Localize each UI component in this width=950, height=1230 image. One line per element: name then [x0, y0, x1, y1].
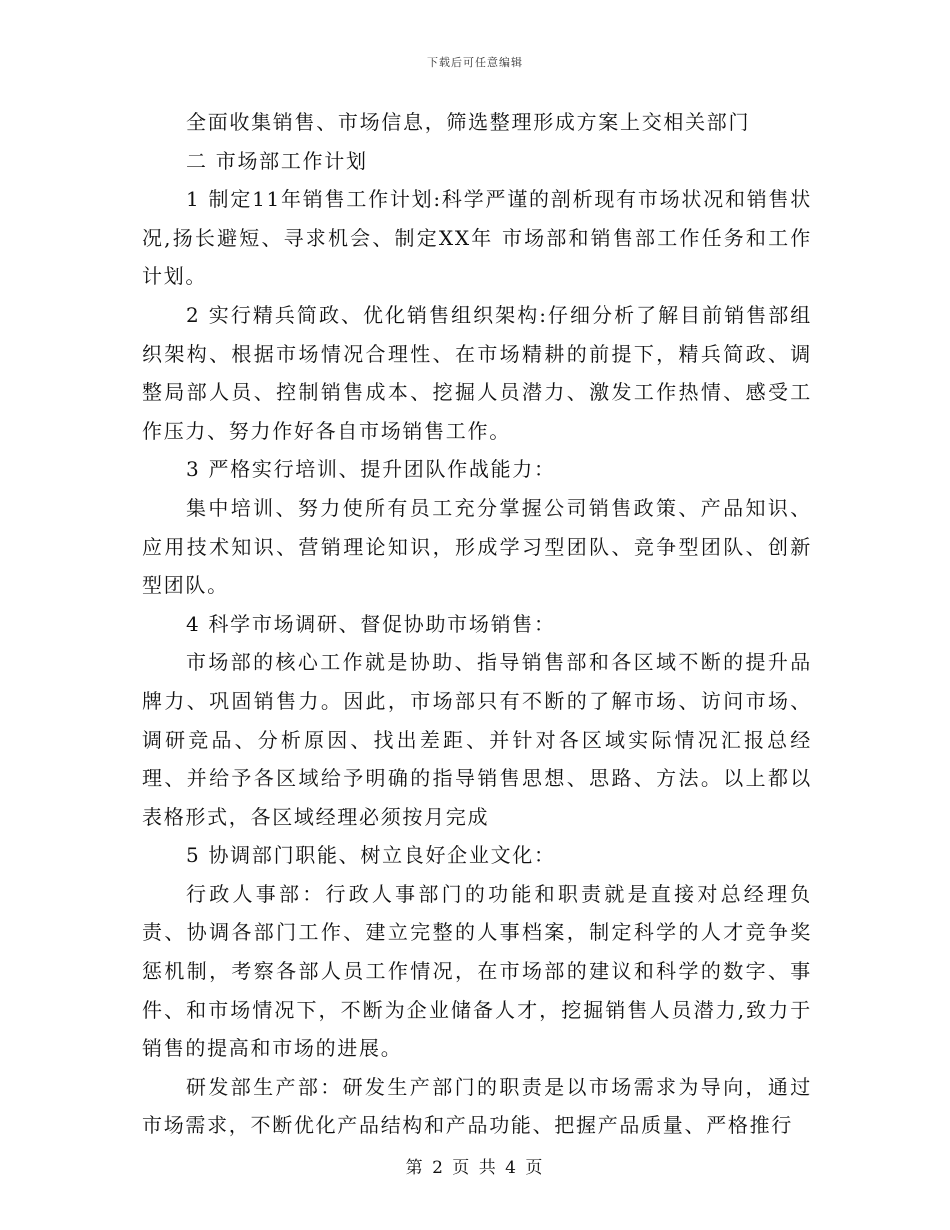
- paragraph: 研发部生产部：研发生产部门的职责是以市场需求为导向，通过市场需求，不断优化产品结构和产品功能、把握产品质量、严格推行: [142, 1074, 812, 1138]
- paragraph: 3 严格实行培训、提升团队作战能力：: [186, 457, 556, 482]
- paragraph: 行政人事部：行政人事部门的功能和职责就是直接对总经理负责、协调各部门工作、建立完整的人事档案，制定科学的人才竞争奖惩机制，考察各部人员工作情况，在市场部的建议和科学的数字、事件、和市场情况下，不断为企业储备人才，挖掘销售人员潜力,致力于销售的提高和市场的进展。: [142, 881, 812, 1061]
- document-body: [142, 103, 812, 1145]
- paragraph: 4 科学市场调研、督促协助市场销售：: [186, 611, 556, 636]
- paragraph: 5 协调部门职能、树立良好企业文化：: [186, 843, 556, 868]
- page-header-note: 下载后可任意编辑: [427, 56, 523, 69]
- section-heading: 二 市场部工作计划: [186, 148, 368, 173]
- paragraph: 市场部的核心工作就是协助、指导销售部和各区域不断的提升品牌力、巩固销售力。因此，市场部只有不断的了解市场、访问市场、调研竞品、分析原因、找出差距、并针对各区域实际情况汇报总经理、并给予各区域给予明确的指导销售思想、思路、方法。以上都以表格形式，各区域经理必须按月完成: [142, 650, 812, 829]
- paragraph: 1 制定11年销售工作计划:科学严谨的剖析现有市场状况和销售状况,扬长避短、寻求机会、制定XX年 市场部和销售部工作任务和工作计划。: [142, 187, 812, 289]
- paragraph: 集中培训、努力使所有员工充分掌握公司销售政策、产品知识、应用技术知识、营销理论知识，形成学习型团队、竞争型团队、创新型团队。: [142, 495, 812, 598]
- paragraph: 2 实行精兵简政、优化销售组织架构:仔细分析了解目前销售部组织架构、根据市场情况合理性、在市场精耕的前提下，精兵简政、调整局部人员、控制销售成本、挖掘人员潜力、激发工作热情、感受工作压力、努力作好各自市场销售工作。: [142, 302, 812, 443]
- paragraph: 全面收集销售、市场信息，筛选整理形成方案上交相关部门: [186, 110, 751, 134]
- page-number-footer: 第 2 页 共 4 页: [405, 1158, 545, 1178]
